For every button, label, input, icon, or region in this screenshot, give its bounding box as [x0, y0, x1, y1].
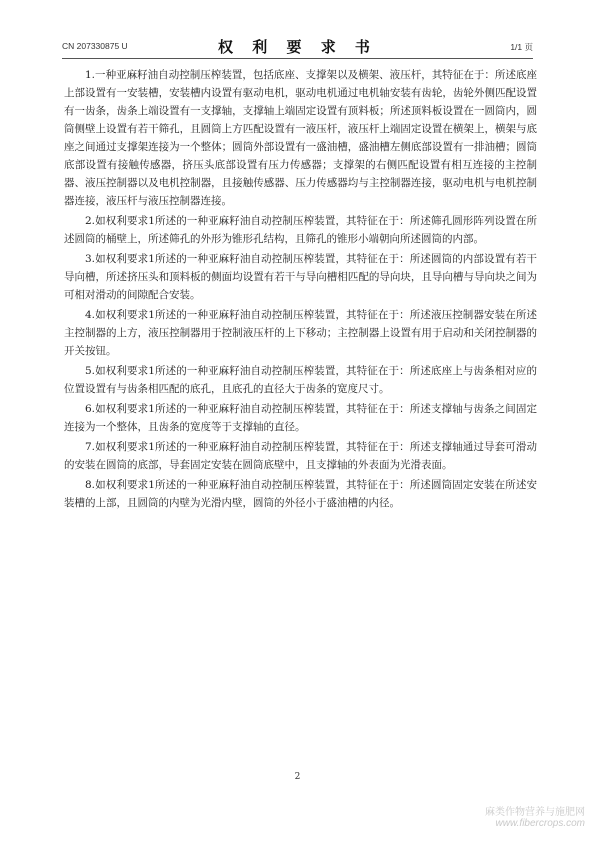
claims-body [64, 66, 537, 512]
page-number: 2 [294, 772, 301, 782]
claim-7: 7.如权利要求1所述的一种亚麻籽油自动控制压榨装置，其特征在于：所述支撑轴通过导套可滑动的安装在圆筒的底部，导套固定安装在圆筒底壁中，且支撑轴的外表面为光滑表面。 [64, 441, 537, 471]
page-header [62, 36, 533, 58]
claim-2: 2.如权利要求1所述的一种亚麻籽油自动控制压榨装置，其特征在于：所述筛孔圆形阵列设置在所述圆筒的桶壁上，所述筛孔的外形为锥形孔结构，且筛孔的锥形小端朝向所述圆筒的内部。 [64, 215, 537, 245]
page-reference: 1/1 页 [510, 42, 533, 52]
claim-3: 3.如权利要求1所述的一种亚麻籽油自动控制压榨装置，其特征在于：所述圆筒的内部设置有若干导向槽，所述挤压头和顶料板的侧面均设置有若干与导向槽相匹配的导向块，且导向槽与导向块之间为可相对滑动的间隙配合安装。 [64, 253, 537, 301]
claim-1: 1.一种亚麻籽油自动控制压榨装置，包括底座、支撑架以及横架、液压杆，其特征在于：所述底座上部设置有一安装槽，安装槽内设置有驱动电机，驱动电机通过电机轴安装有齿轮，齿轮外侧匹配设置有一齿条，齿条上端设置有一支撑轴，支撑轴上端固定设置有顶料板；所述顶料板设置在一圆筒内，圆筒侧壁上设置有若干筛孔，且圆筒上方匹配设置有一液压杆，液压杆上端固定设置在横架上，横架与底座之间通过支撑架连接为一个整体；圆筒外部设置有一盛油槽，盛油槽左侧底部设置有一排油槽；圆筒底部设置有接触传感器，挤压头底部设置有压力传感器；支撑架的右侧匹配设置有相互连接的主控制器、液压控制器以及电机控制器，且接触传感器、压力传感器均与主控制器连接，驱动电机与电机控制器连接，液压杆与液压控制器连接。 [64, 69, 537, 207]
header-rule [62, 58, 533, 59]
watermark-url: www.fibercrops.com [495, 818, 585, 829]
claim-6: 6.如权利要求1所述的一种亚麻籽油自动控制压榨装置，其特征在于：所述支撑轴与齿条之间固定连接为一个整体，且齿条的宽度等于支撑轴的直径。 [64, 403, 537, 433]
claim-8: 8.如权利要求1所述的一种亚麻籽油自动控制压榨装置，其特征在于：所述圆筒固定安装在所述安装槽的上部，且圆筒的内壁为光滑内壁，圆筒的外径小于盛油槽的内径。 [64, 479, 537, 509]
watermark-site-name: 麻类作物营养与施肥网 [485, 807, 585, 818]
claim-4: 4.如权利要求1所述的一种亚麻籽油自动控制压榨装置，其特征在于：所述液压控制器安装在所述主控制器的上方，液压控制器用于控制液压杆的上下移动；主控制器上设置有用于启动和关闭控制器的开关按钮。 [64, 309, 537, 357]
publication-number: CN 207330875 U [62, 41, 128, 51]
claim-5: 5.如权利要求1所述的一种亚麻籽油自动控制压榨装置，其特征在于：所述底座上与齿条相对应的位置设置有与齿条相匹配的底孔，且底孔的直径大于齿条的宽度尺寸。 [64, 365, 537, 395]
document-title: 权 利 要 求 书 [218, 38, 377, 56]
watermark [485, 807, 585, 829]
